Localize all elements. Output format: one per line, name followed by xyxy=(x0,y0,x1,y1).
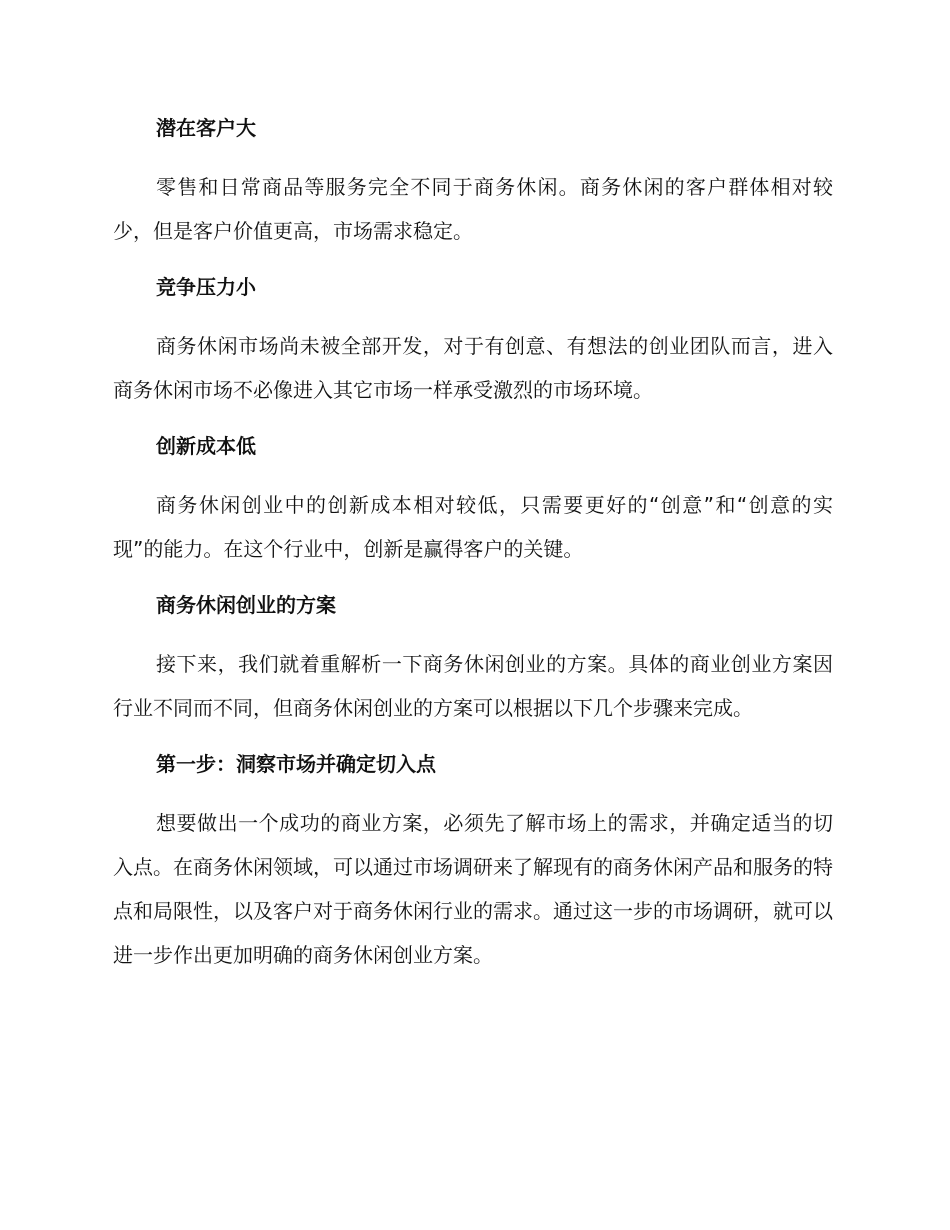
section-paragraph-potential-customers: 零售和日常商品等服务完全不同于商务休闲。商务休闲的客户群体相对较少，但是客户价值更高，市场需求稳定。 xyxy=(113,175,833,243)
section-paragraph-step-one: 想要做出一个成功的商业方案，必须先了解市场上的需求，并确定适当的切入点。在商务休闲领域，可以通过市场调研来了解现有的商务休闲产品和服务的特点和局限性，以及客户对于商务休闲行业的需求。通过这一步的市场调研，就可以进一步作出更加明确的商务休闲创业方案。 xyxy=(113,811,833,967)
section-heading-potential-customers: 潜在客户大 xyxy=(156,116,256,140)
document-page xyxy=(113,110,833,993)
section-paragraph-low-innovation-cost: 商务休闲创业中的创新成本相对较低，只需要更好的“创意”和“创意的实现”的能力。在这个行业中，创新是赢得客户的关键。 xyxy=(113,493,833,561)
section-heading-low-competition: 竞争压力小 xyxy=(156,275,256,299)
section-heading-step-one: 第一步：洞察市场并确定切入点 xyxy=(156,752,436,776)
section-paragraph-business-plan: 接下来，我们就着重解析一下商务休闲创业的方案。具体的商业创业方案因行业不同而不同，但商务休闲创业的方案可以根据以下几个步骤来完成。 xyxy=(113,652,833,720)
section-heading-low-innovation-cost: 创新成本低 xyxy=(156,434,256,458)
section-heading-business-plan: 商务休闲创业的方案 xyxy=(156,593,336,617)
section-paragraph-low-competition: 商务休闲市场尚未被全部开发，对于有创意、有想法的创业团队而言，进入商务休闲市场不必像进入其它市场一样承受激烈的市场环境。 xyxy=(113,334,833,402)
